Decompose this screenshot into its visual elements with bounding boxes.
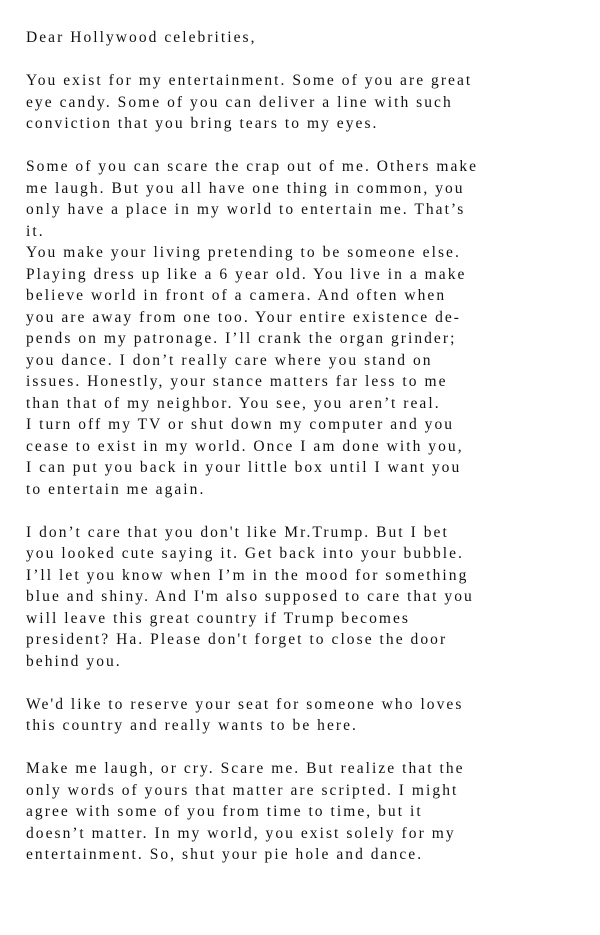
text-line: I don’t care that you don't like Mr.Trump. But I bet	[26, 523, 449, 541]
paragraph-gap	[26, 49, 596, 71]
text-line: behind you.	[26, 652, 122, 670]
text-line: cease to exist in my world. Once I am done with you,	[26, 437, 464, 455]
text-line: this country and really wants to be here.	[26, 717, 358, 734]
text-line: to entertain me again.	[26, 480, 206, 498]
text-line: agree with some of you from time to time, but it	[26, 803, 423, 820]
text-line: blue and shiny. And I'm also supposed to care that you	[26, 588, 474, 605]
text-line: me laugh. But you all have one thing in common, you	[26, 179, 465, 197]
paragraph-4	[26, 694, 596, 737]
paragraph-2	[26, 156, 596, 500]
text-line: only have a place in my world to entertain me. That’s	[26, 201, 466, 218]
text-line: than that of my neighbor. You see, you aren’t real.	[26, 394, 441, 412]
letter-body	[26, 27, 596, 866]
paragraph-1	[26, 70, 596, 135]
text-line: Playing dress up like a 6 year old. You live in a make	[26, 265, 467, 283]
paragraph-gap	[26, 737, 596, 759]
text-line: We'd like to reserve your seat for someone who loves	[26, 695, 464, 713]
paragraph-gap	[26, 672, 596, 694]
text-line: Make me laugh, or cry. Scare me. But realize that the	[26, 760, 465, 777]
paragraph-3	[26, 522, 596, 673]
text-line: I turn off my TV or shut down my computer and you	[26, 416, 455, 433]
paragraph-5	[26, 758, 596, 866]
text-line: you are away from one too. Your entire existence de-	[26, 308, 462, 326]
text-line: conviction that you bring tears to my eyes.	[26, 115, 379, 132]
text-line: doesn’t matter. In my world, you exist solely for my	[26, 824, 456, 842]
paragraph-gap	[26, 135, 596, 157]
text-line: pends on my patronage. I’ll crank the organ grinder;	[26, 330, 457, 347]
text-line: eye candy. Some of you can deliver a line with such	[26, 93, 453, 111]
text-line: I’ll let you know when I’m in the mood for something	[26, 566, 469, 584]
text-line: You exist for my entertainment. Some of you are great	[26, 72, 473, 89]
text-line: Some of you can scare the crap out of me. Others make	[26, 158, 479, 175]
text-line: president? Ha. Please don't forget to close the door	[26, 631, 448, 648]
text-line: you dance. I don’t really care where you stand on	[26, 351, 433, 369]
paragraph-gap	[26, 500, 596, 522]
salutation: Dear Hollywood celebrities,	[26, 29, 257, 46]
text-line: entertainment. So, shut your pie hole and dance.	[26, 846, 424, 863]
text-line: will leave this great country if Trump becomes	[26, 609, 411, 627]
text-line: it.	[26, 222, 45, 240]
text-line: only words of yours that matter are scripted. I might	[26, 781, 459, 799]
text-line: issues. Honestly, your stance matters far less to me	[26, 373, 448, 390]
text-line: I can put you back in your little box until I want you	[26, 459, 462, 476]
text-line: you looked cute saying it. Get back into your bubble.	[26, 545, 464, 562]
text-line: believe world in front of a camera. And often when	[26, 287, 447, 304]
text-line: You make your living pretending to be someone else.	[26, 244, 461, 261]
